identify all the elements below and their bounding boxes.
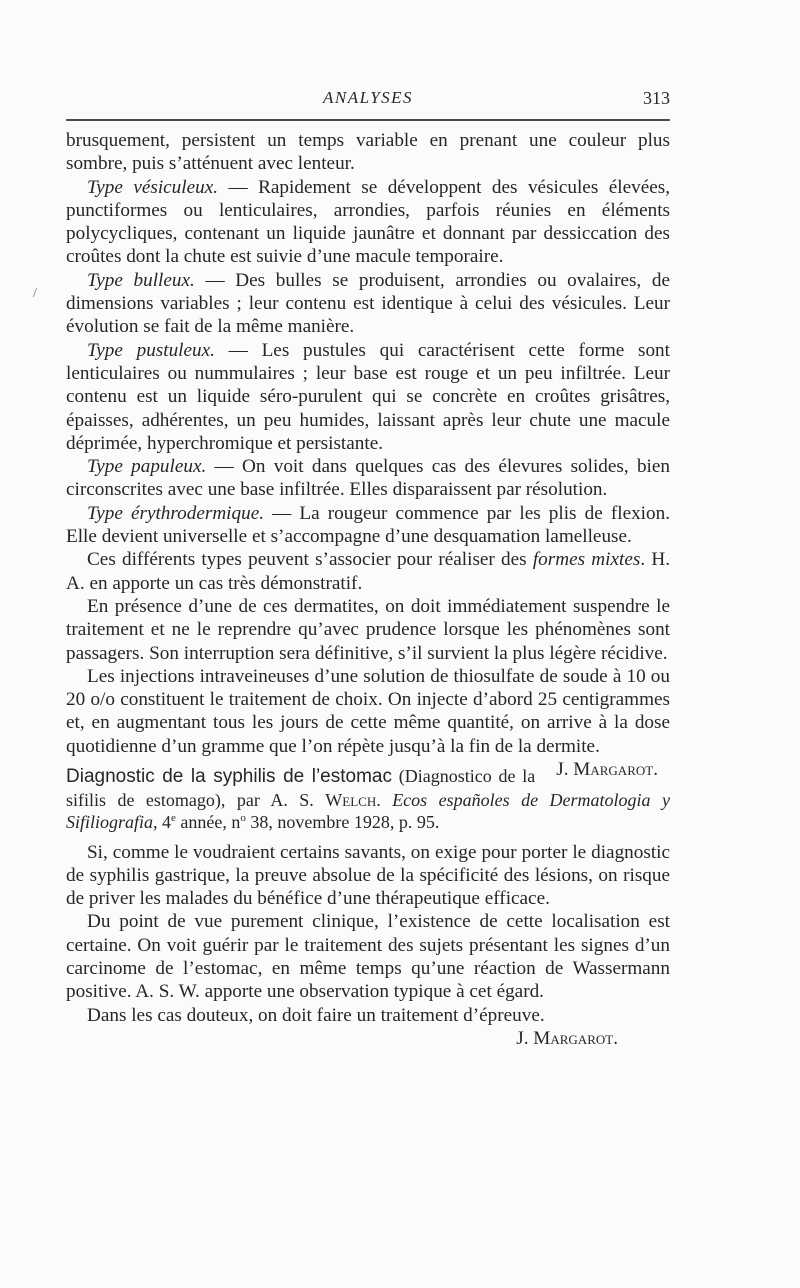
paragraph bbox=[66, 910, 670, 1003]
article-reference: . bbox=[376, 789, 393, 810]
type-heading: Type papuleux. bbox=[87, 456, 207, 478]
journal-name: Ecos españoles de Dermatologia y Sifiliografia bbox=[66, 789, 671, 833]
superscript: e bbox=[171, 812, 176, 825]
paragraph-text: Dans les cas douteux, on doit faire un traitement d’épreuve. bbox=[87, 1004, 545, 1026]
paragraph bbox=[66, 455, 670, 502]
type-heading: Type pustuleux. bbox=[87, 339, 215, 361]
paragraph-text: — Rapidement se développent des vésicules élevées, punctiformes ou lenticulaires, arrondies, parfois réunies en éléments polycycliques, contenant un liquide jaunâtre et donnant par dessiccation des croûtes dont la chute est suivie d’une macule temporaire. bbox=[66, 176, 670, 268]
paragraph-text: Ces différents types peuvent s’associer pour réaliser des bbox=[87, 549, 533, 571]
paragraph-text: . H. A. en apporte un cas très démonstratif. bbox=[66, 549, 671, 594]
running-header bbox=[66, 88, 670, 114]
article-title: Diagnostic de la syphilis de l’estomac bbox=[66, 766, 392, 788]
article-reference: 38, novembre 1928, p. 95. bbox=[245, 812, 440, 833]
article-reference: année, n bbox=[175, 812, 241, 833]
signature: J. Margarot. bbox=[516, 1027, 618, 1049]
section-title: ANALYSES bbox=[322, 88, 414, 107]
margin-mark: / bbox=[33, 286, 37, 301]
superscript: o bbox=[240, 812, 246, 825]
paragraph-text: En présence d’une de ces dermatites, on doit immédiatement suspendre le traitement et ne le reprendre qu’avec prudence lorsque les phénomènes sont passagers. Son interruption sera définitive, s’il survient la plus légère récidive. bbox=[66, 595, 670, 664]
paragraph bbox=[66, 502, 670, 549]
paragraph-text: — Des bulles se produisent, arrondies ou ovalaires, de dimensions variables ; leur contenu est identique à celui des vésicules. Leur évolution se fait de la même manière. bbox=[66, 269, 670, 338]
paragraph bbox=[66, 548, 670, 595]
paragraph-text: brusquement, persistent un temps variable en prenant une couleur plus sombre, puis s’atténuent avec lenteur. bbox=[66, 130, 670, 175]
signature: J. Margarot. bbox=[556, 759, 658, 781]
paragraph bbox=[66, 841, 670, 911]
paragraph bbox=[66, 129, 670, 176]
type-heading: Type bulleux. bbox=[87, 269, 195, 291]
paragraph bbox=[66, 339, 670, 455]
paragraph-text: Si, comme le voudraient certains savants, on exige pour porter le diagnostic de syphilis gastrique, la preuve absolue de la spécificité des lésions, on risque de priver les malades du bénéfice d’une thérapeutique efficace. bbox=[66, 841, 670, 910]
page-number: 313 bbox=[643, 88, 670, 108]
paragraph bbox=[66, 595, 670, 665]
paragraph-text: Du point de vue purement clinique, l’existence de cette localisation est certaine. On voit guérir par le traitement des sujets présentant les signes d’un carcinome de l’estomac, en même temps qu’une réaction de Wassermann positive. A. S. W. apporte une observation typique à cet égard. bbox=[66, 911, 670, 1003]
paragraph-text: — On voit dans quelques cas des élevures solides, bien circonscrites avec une base infiltrée. Elles disparaissent par résolution. bbox=[66, 456, 670, 501]
paragraph-text: — La rougeur commence par les plis de flexion. Elle devient universelle et s’accompagne d’une desquamation lamelleuse. bbox=[66, 502, 670, 548]
article-reference: (Diagnostico de la sifilis de estomago), par A. S. bbox=[66, 766, 536, 810]
paragraph bbox=[66, 269, 670, 339]
emphasis: formes mixtes bbox=[532, 549, 641, 571]
type-heading: Type érythrodermique. bbox=[87, 502, 265, 524]
body-text bbox=[66, 129, 670, 1050]
paragraph-text: — Les pustules qui caractérisent cette forme sont lenticulaires ou nummulaires ; leur base est rouge et un peu infiltrée. Leur contenu est un liquide séro-purulent qui se concrète en croûtes grisâtres, épaisses, adhérentes, un peu humides, laissant après leur chute une macule déprimée, hyperchromique et persistante. bbox=[66, 339, 670, 454]
paragraph bbox=[66, 176, 670, 269]
paragraph bbox=[66, 1004, 670, 1027]
header-rule bbox=[66, 119, 670, 121]
article-reference: , 4 bbox=[153, 812, 172, 833]
article-author: Welch bbox=[325, 789, 377, 810]
paragraph-text: Les injections intraveineuses d’une solution de thiosulfate de soude à 10 ou 20 o/o constituent le traitement de choix. On injecte d’abord 25 centigrammes et, en augmentant tous les jours de cette même quantité, on arrive à la dose quotidienne d’un gramme que l’on répète jusqu’à la fin de la dermite. bbox=[66, 665, 670, 757]
type-heading: Type vésiculeux. bbox=[87, 176, 219, 198]
